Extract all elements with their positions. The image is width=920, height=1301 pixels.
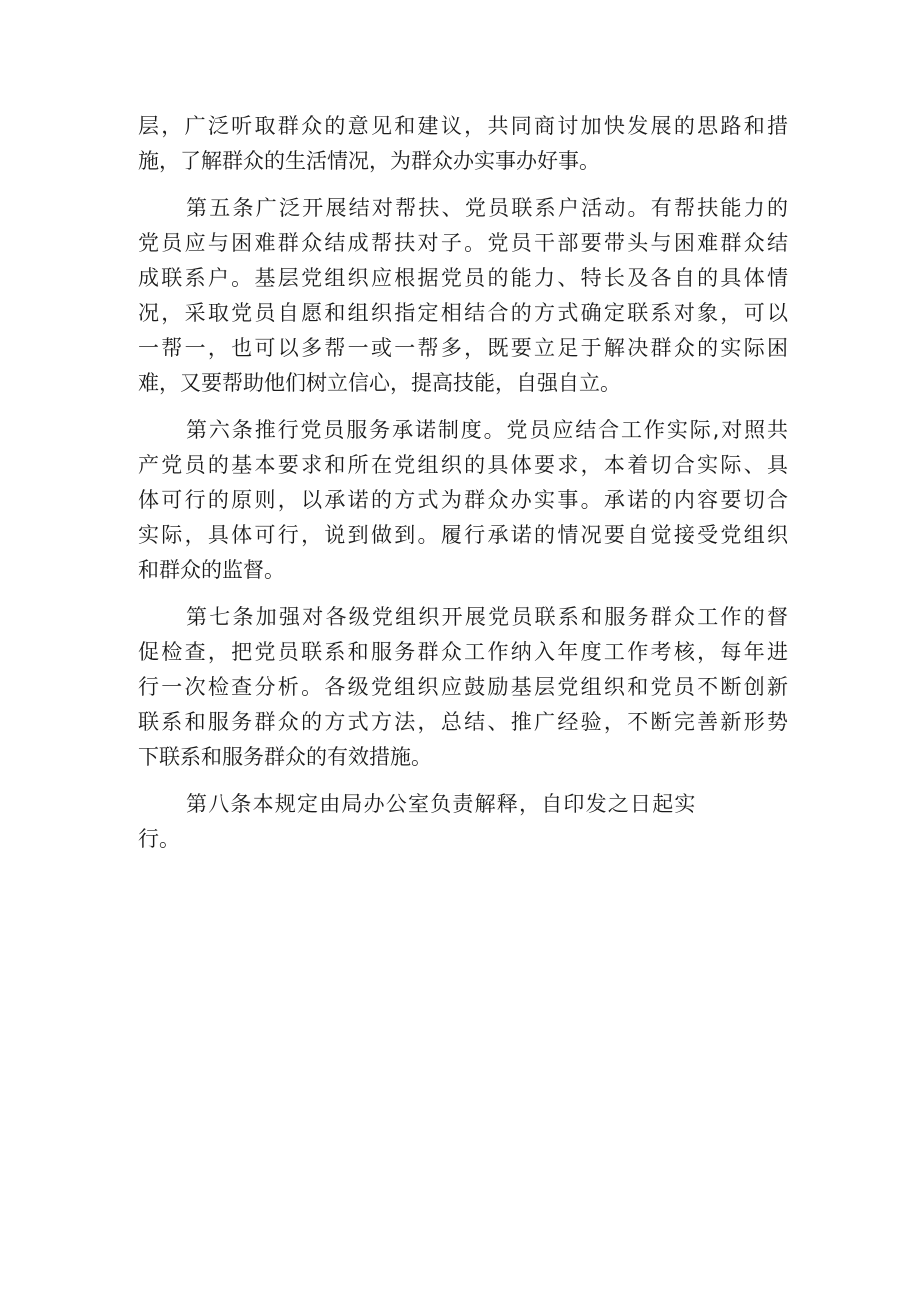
paragraph-line: 联系和服务群众的方式方法，总结、推广经验，不断完善新形势 bbox=[138, 710, 788, 734]
paragraph bbox=[138, 109, 788, 179]
paragraph-line: 层，广泛听取群众的意见和建议，共同商讨加快发展的思路和措 bbox=[138, 114, 788, 138]
paragraph-line: 成联系户。基层党组织应根据党员的能力、特长及各自的具体情 bbox=[138, 266, 788, 290]
paragraph-line: 产党员的基本要求和所在党组织的具体要求，本着切合实际、具 bbox=[138, 453, 788, 477]
paragraph-line: 下联系和服务群众的有效措施。 bbox=[138, 745, 432, 769]
paragraph-line: 难，又要帮助他们树立信心，提高技能，自强自立。 bbox=[138, 371, 621, 395]
paragraph bbox=[138, 787, 788, 857]
paragraph-line: 实际，具体可行，说到做到。履行承诺的情况要自觉接受党组织 bbox=[138, 523, 788, 547]
paragraph-line: 第八条本规定由局办公室负责解释，自印发之日起实 bbox=[186, 792, 697, 816]
paragraph-line: 行一次检查分析。各级党组织应鼓励基层党组织和党员不断创新 bbox=[138, 675, 788, 699]
paragraph bbox=[138, 191, 788, 401]
paragraph bbox=[138, 600, 788, 775]
paragraph-line: 第五条广泛开展结对帮扶、党员联系户活动。有帮扶能力的 bbox=[186, 196, 788, 220]
paragraph-line: 和群众的监督。 bbox=[138, 558, 285, 582]
paragraph-line: 第七条加强对各级党组织开展党员联系和服务群众工作的督 bbox=[186, 605, 788, 629]
paragraph-line: 行。 bbox=[138, 827, 180, 851]
paragraph-line: 一帮一，也可以多帮一或一帮多，既要立足于解决群众的实际困 bbox=[138, 336, 788, 360]
paragraph-line: 施，了解群众的生活情况，为群众办实事办好事。 bbox=[138, 149, 600, 173]
paragraph-line: 促检查，把党员联系和服务群众工作纳入年度工作考核，每年进 bbox=[138, 640, 788, 664]
paragraph bbox=[138, 413, 788, 588]
document-body bbox=[138, 109, 788, 869]
paragraph-line: 第六条推行党员服务承诺制度。党员应结合工作实际,对照共 bbox=[186, 418, 788, 442]
paragraph-line: 体可行的原则，以承诺的方式为群众办实事。承诺的内容要切合 bbox=[138, 488, 788, 512]
paragraph-line: 况，采取党员自愿和组织指定相结合的方式确定联系对象，可以 bbox=[138, 301, 788, 325]
paragraph-line: 党员应与困难群众结成帮扶对子。党员干部要带头与困难群众结 bbox=[138, 231, 788, 255]
